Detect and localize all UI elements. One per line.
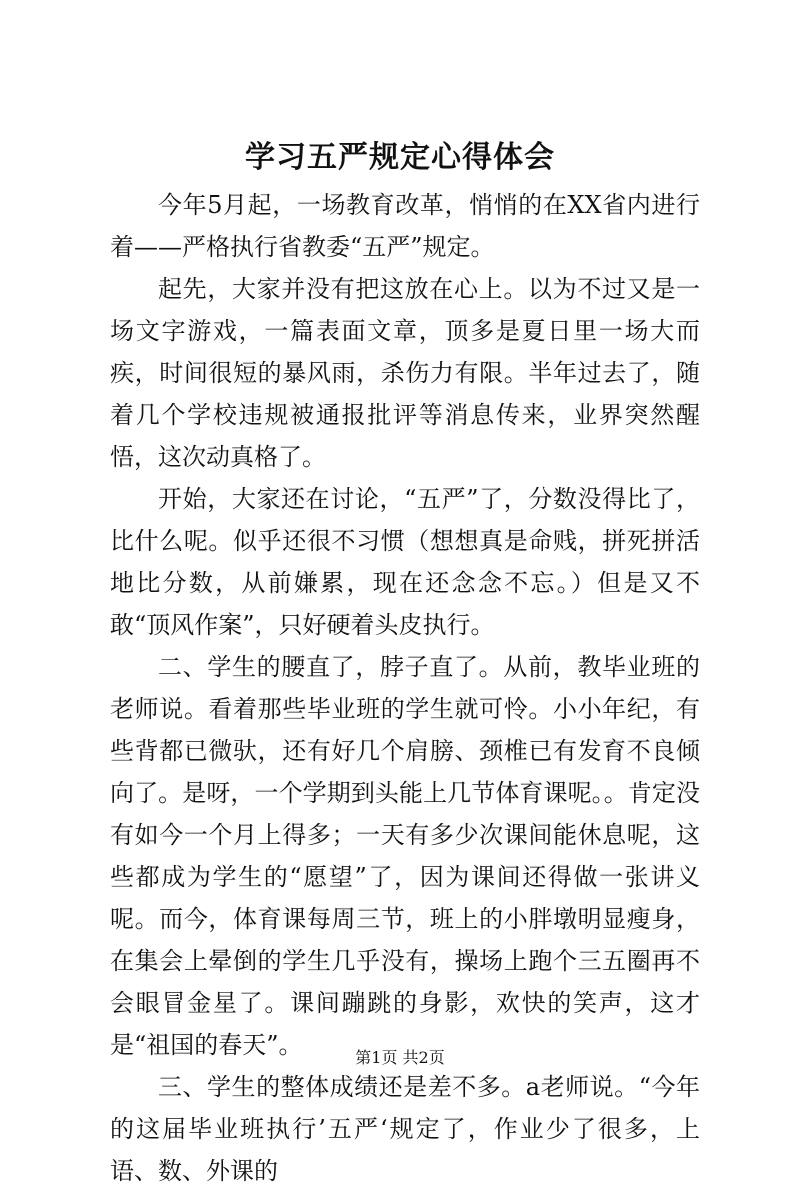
document-body <box>110 184 700 1192</box>
paragraph-2: 起先，大家并没有把这放在心上。以为不过又是一场文字游戏，一篇表面文章，顶多是夏日里一场大而疾，时间很短的暴风雨，杀伤力有限。半年过去了，随着几个学校违规被通报批评等消息传来，业界突然醒悟，这次动真格了。 <box>110 275 700 471</box>
document-title: 学习五严规定心得体会 <box>245 140 555 175</box>
paragraph-1: 今年5月起，一场教育改革，悄悄的在XX省内进行着——严格执行省教委“五严”规定。 <box>110 191 700 261</box>
page-number-footer: 第1页 共2页 <box>355 1048 445 1067</box>
paragraph-4: 二、学生的腰直了，脖子直了。从前，教毕业班的老师说。看着那些毕业班的学生就可怜。小小年纪，有些背都已微驮，还有好几个肩膀、颈椎已有发育不良倾向了。是呀，一个学期到头能上几节体育课呢。。肯定没有如今一个月上得多；一天有多少次课间能休息呢，这些都成为学生的“愿望”了，因为课间还得做一张讲义呢。而今，体育课每周三节，班上的小胖墩明显瘦身，在集会上晕倒的学生几乎没有，操场上跑个三五圈再不会眼冒金星了。课间蹦跳的身影，欢快的笑声，这才是“祖国的春天”。 <box>110 653 700 1059</box>
paragraph-3: 开始，大家还在讨论，“五严”了，分数没得比了，比什么呢。似乎还很不习惯（想想真是命贱，拼死拼活地比分数，从前嫌累，现在还念念不忘。）但是又不敢“顶风作案”，只好硬着头皮执行。 <box>110 485 700 639</box>
paragraph-5: 三、学生的整体成绩还是差不多。a老师说。“今年的这届毕业班执行’五严‘规定了，作业少了很多，上语、数、外课的 <box>110 1073 700 1185</box>
